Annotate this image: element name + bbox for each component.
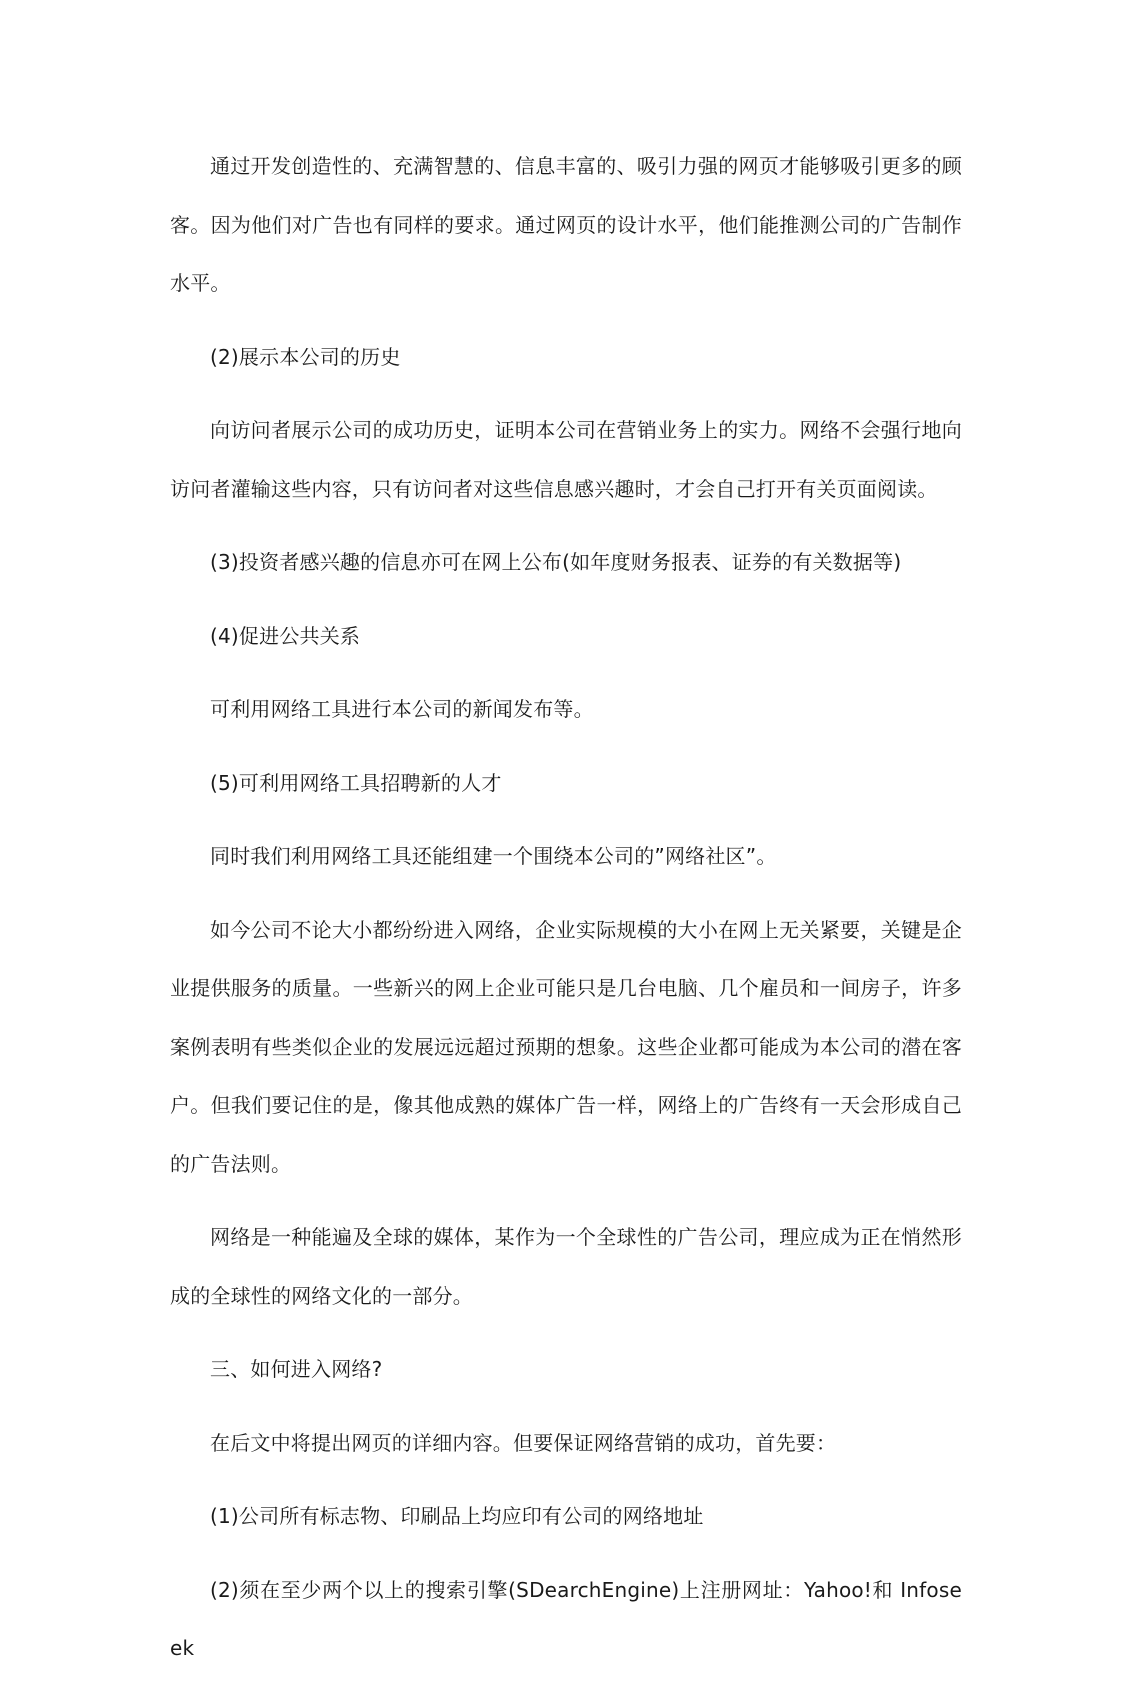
paragraph-intro-continued: 通过开发创造性的、充满智慧的、信息丰富的、吸引力强的网页才能够吸引更多的顾客。因为他们对广告也有同样的要求。通过网页的设计水平，他们能推测公司的广告制作水平。 — [170, 154, 962, 295]
paragraph-community: 同时我们利用网络工具还能组建一个围绕本公司的”网络社区”。 — [210, 844, 777, 868]
paragraph-investor-info: (3)投资者感兴趣的信息亦可在网上公布(如年度财务报表、证券的有关数据等) — [210, 550, 902, 574]
list-item-web-address: (1)公司所有标志物、印刷品上均应印有公司的网络地址 — [210, 1504, 704, 1528]
document-page — [170, 137, 962, 1693]
paragraph-global-media: 网络是一种能遍及全球的媒体，某作为一个全球性的广告公司，理应成为正在悄然形成的全球性的网络文化的一部分。 — [170, 1225, 962, 1308]
paragraph-later-details: 在后文中将提出网页的详细内容。但要保证网络营销的成功，首先要： — [210, 1430, 837, 1455]
paragraph-heading-history: (2)展示本公司的历史 — [210, 344, 401, 369]
paragraph-company-size: 如今公司不论大小都纷纷进入网络，企业实际规模的大小在网上无关紧要，关键是企业提供服务的质量。一些新兴的网上企业可能只是几台电脑、几个雇员和一间房子，许多案例表明有些类似企业的发展远远超过预期的想象。这些企业都可能成为本公司的潜在客户。但我们要记住的是，像其他成熟的媒体广告一样，网络上的广告终有一天会形成自己的广告法则。 — [170, 917, 962, 1176]
paragraph-heading-public-relations: (4)促进公共关系 — [210, 623, 361, 648]
paragraph-history: 向访问者展示公司的成功历史，证明本公司在营销业务上的实力。网络不会强行地向访问者灌输这些内容，只有访问者对这些信息感兴趣时，才会自己打开有关页面阅读。 — [170, 418, 962, 501]
paragraph-heading-recruit: (5)可利用网络工具招聘新的人才 — [210, 770, 502, 795]
paragraph-news-release: 可利用网络工具进行本公司的新闻发布等。 — [210, 697, 594, 721]
section-heading-how-to-enter: 三、如何进入网络? — [210, 1357, 383, 1381]
list-item-search-engines: (2)须在至少两个以上的搜索引擎(SDearchEngine)上注册网址：Yahoo!和 Infoseek — [170, 1577, 962, 1660]
